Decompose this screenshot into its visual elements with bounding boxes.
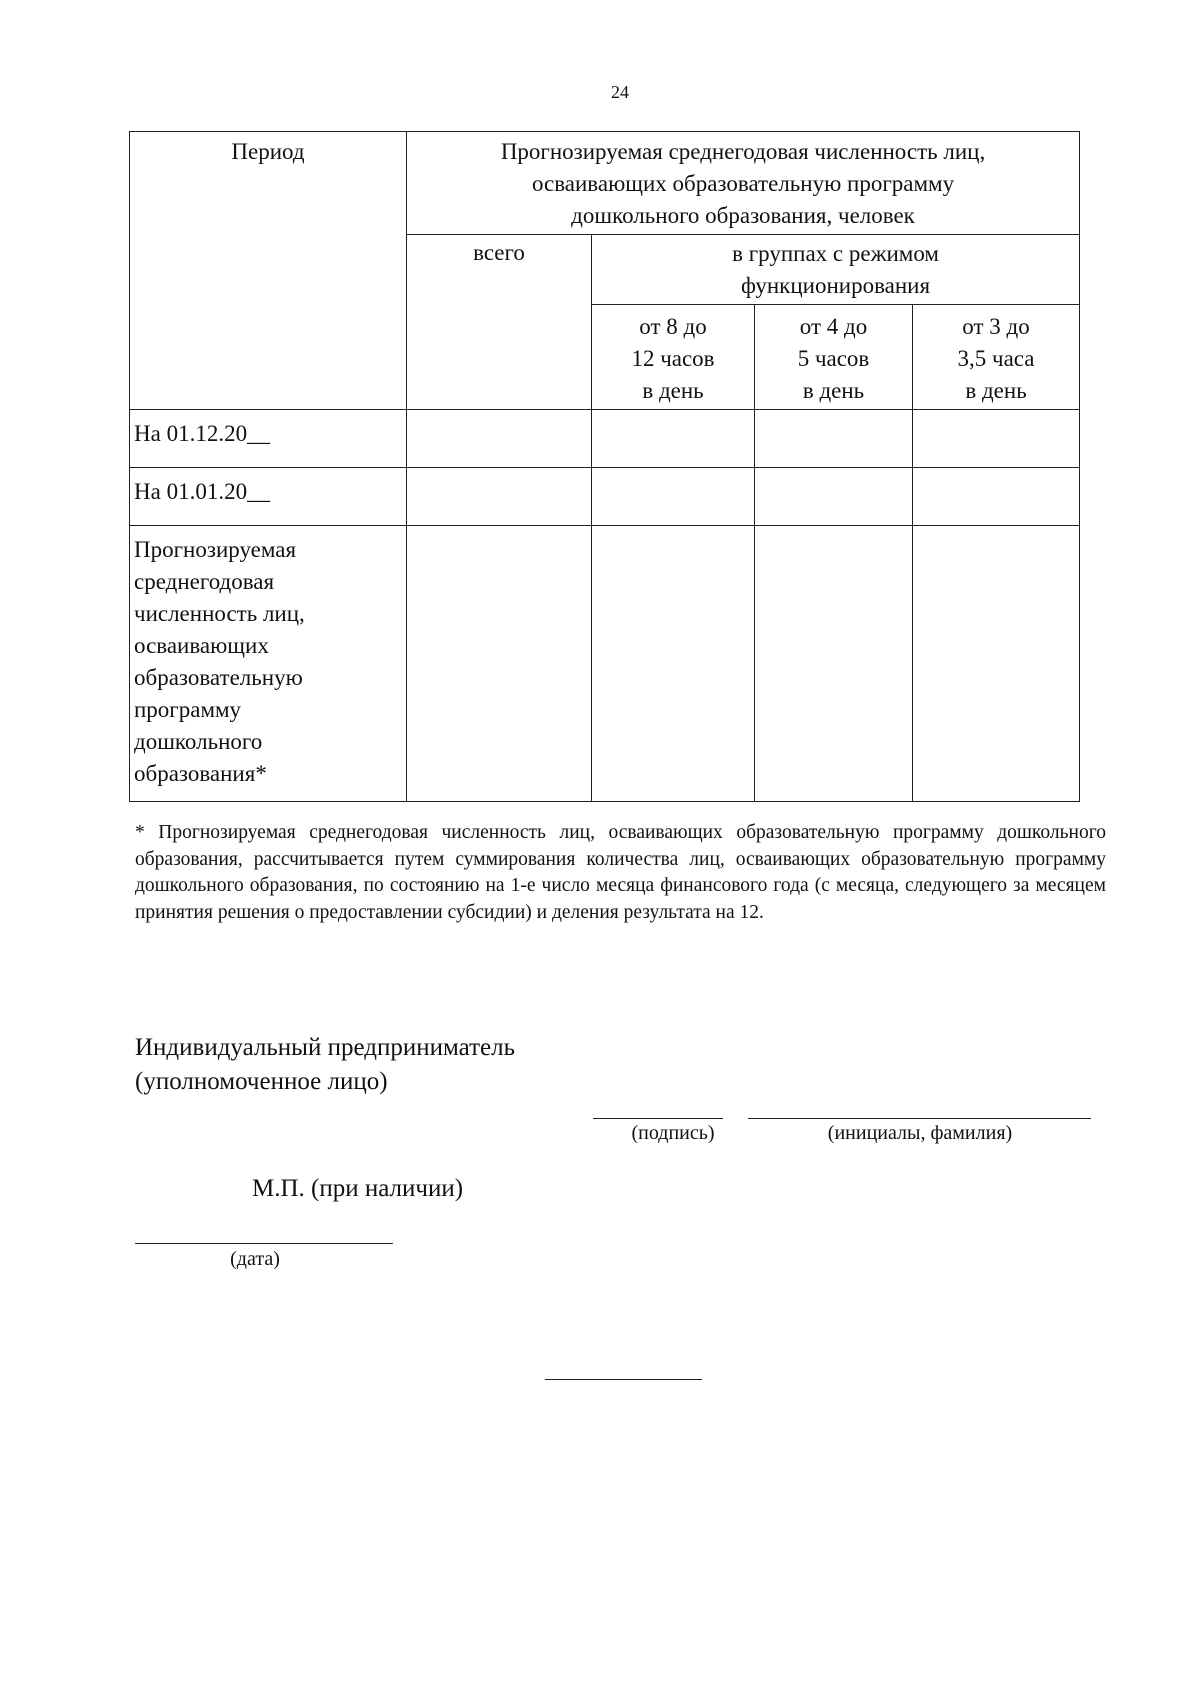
input-cell[interactable] [755, 410, 913, 468]
mode-line: от 3 до [962, 314, 1030, 339]
mode-line: в день [965, 378, 1027, 403]
header-mode-8-12 [592, 305, 755, 410]
header-total: всего [407, 235, 592, 410]
input-cell[interactable] [592, 468, 755, 526]
stamp-label: М.П. (при наличии) [252, 1175, 464, 1202]
mode-line: 12 часов [631, 346, 715, 371]
header-forecast-line: дошкольного образования, человек [571, 203, 915, 228]
input-cell[interactable] [407, 468, 592, 526]
row-label-line: программу [134, 697, 242, 722]
signature-line[interactable] [593, 1118, 723, 1119]
input-cell[interactable] [913, 468, 1080, 526]
mode-line: в день [642, 378, 704, 403]
header-forecast-title [407, 132, 1080, 235]
row-label-line: среднегодовая [134, 569, 275, 594]
signer-block [135, 1031, 515, 1099]
mode-line: от 4 до [799, 314, 868, 339]
input-cell[interactable] [592, 526, 755, 802]
row-label-line: образования* [134, 761, 267, 786]
table-row [130, 526, 1080, 802]
forecast-table [129, 131, 1080, 802]
row-label: На 01.12.20__ [130, 410, 407, 468]
input-cell[interactable] [407, 410, 592, 468]
mode-line: 5 часов [797, 346, 870, 371]
table-row [130, 410, 1080, 468]
header-groups [592, 235, 1080, 305]
header-forecast-line: Прогнозируемая среднегодовая численность лиц, [500, 139, 986, 164]
row-label-line: численность лиц, [134, 601, 305, 626]
header-period: Период [130, 132, 407, 410]
input-cell[interactable] [913, 410, 1080, 468]
input-cell[interactable] [592, 410, 755, 468]
header-forecast-line: осваивающих образовательную программу [531, 171, 955, 196]
header-mode-3-3-5 [913, 305, 1080, 410]
name-caption: (инициалы, фамилия) [827, 1122, 1013, 1144]
page-number: 24 [611, 82, 629, 102]
signer-subtitle: (уполномоченное лицо) [135, 1068, 388, 1095]
input-cell[interactable] [755, 468, 913, 526]
date-caption: (дата) [230, 1248, 280, 1270]
footnote: * Прогнозируемая среднегодовая численность лиц, осваивающих образовательную программу дошкольного образования, рассчитывается путем суммирования количества лиц, осваивающих образовательную программу дошкольного образования, по состоянию на 1-е число месяца финансового года (с месяца, следующего за месяцем принятия решения о предоставлении субсидии) и деления результата на 12. [135, 822, 1106, 923]
mode-line: от 8 до [639, 314, 707, 339]
row-label-line: дошкольного [134, 729, 263, 754]
date-line[interactable] [135, 1243, 393, 1244]
row-label-forecast [130, 526, 407, 802]
signature-caption: (подпись) [631, 1122, 715, 1144]
mode-line: в день [802, 378, 865, 403]
mode-line: 3,5 часа [957, 346, 1035, 371]
header-groups-line: в группах с режимом [732, 241, 939, 266]
table-row [130, 468, 1080, 526]
row-label-line: осваивающих [134, 633, 269, 658]
row-label-line: образовательную [134, 665, 303, 690]
name-line[interactable] [748, 1118, 1091, 1119]
end-separator [545, 1379, 702, 1380]
input-cell[interactable] [755, 526, 913, 802]
row-label: На 01.01.20__ [130, 468, 407, 526]
header-mode-4-5 [755, 305, 913, 410]
input-cell[interactable] [407, 526, 592, 802]
header-groups-line: функционирования [741, 273, 931, 298]
signer-title: Индивидуальный предприниматель [135, 1034, 515, 1061]
row-label-line: Прогнозируемая [134, 537, 297, 562]
input-cell[interactable] [913, 526, 1080, 802]
